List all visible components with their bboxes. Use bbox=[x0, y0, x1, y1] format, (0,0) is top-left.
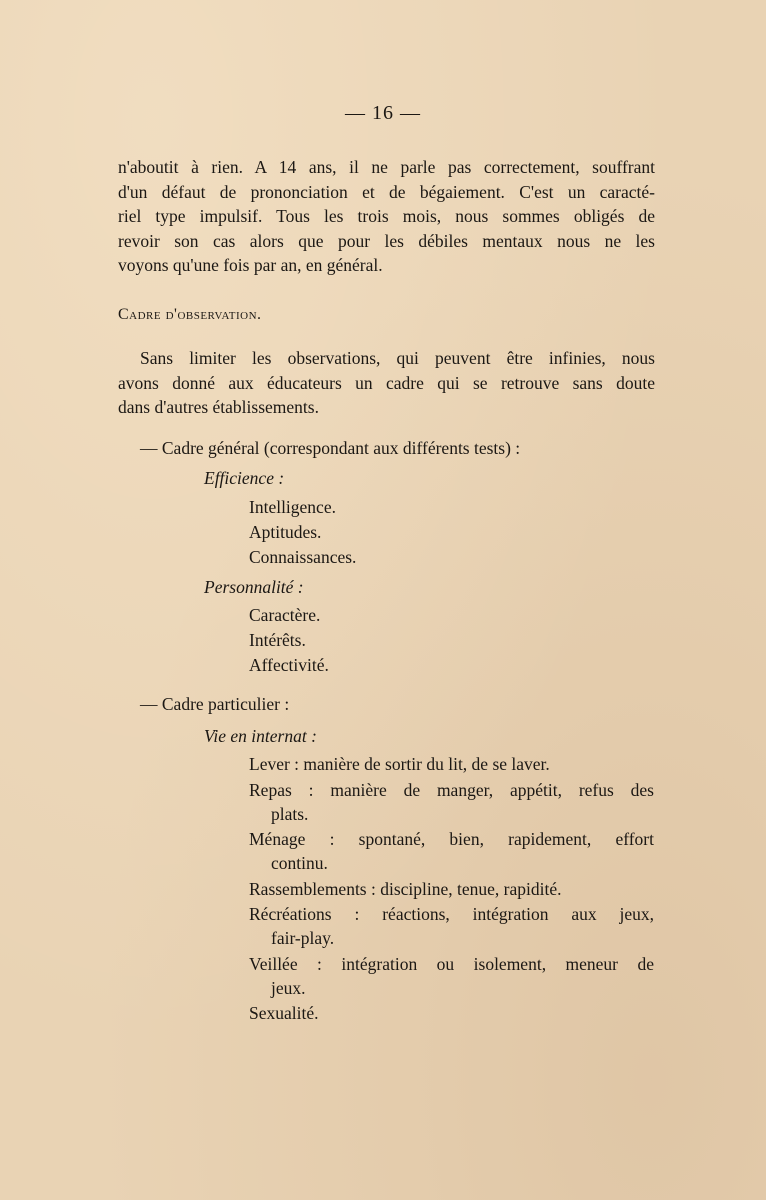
cadre-particulier-label: — Cadre particulier : bbox=[140, 694, 290, 714]
text-line: revoir son cas alors que pour les débiles mentaux nous ne les bbox=[118, 230, 655, 251]
text-line: n'aboutit à rien. A 14 ans, il ne parle pas correctement, souffrant bbox=[118, 157, 655, 177]
text-line: Sans limiter les observations, qui peuvent être infinies, nous bbox=[140, 348, 655, 368]
list-item: Intérêts. bbox=[249, 630, 306, 650]
cadre-general-label: — Cadre général (correspondant aux différents tests) : bbox=[140, 438, 521, 458]
efficience-title: Efficience : bbox=[204, 468, 285, 488]
text-line: voyons qu'une fois par an, en général. bbox=[118, 255, 383, 275]
paragraph-1 bbox=[118, 155, 655, 278]
paragraph-2 bbox=[118, 346, 655, 420]
vie-internat-title: Vie en internat : bbox=[204, 726, 317, 746]
text-line: continu. bbox=[271, 853, 328, 873]
list-item bbox=[249, 827, 654, 875]
text-line: riel type impulsif. Tous les trois mois, nous sommes obligés de bbox=[118, 206, 655, 226]
text-line: Veillée : intégration ou isolement, meneur de bbox=[249, 954, 654, 974]
text-line: plats. bbox=[271, 804, 309, 824]
personnalite-title: Personnalité : bbox=[204, 577, 304, 597]
text-line: Repas : manière de manger, appétit, refus des bbox=[249, 780, 654, 800]
list-item: Affectivité. bbox=[249, 655, 329, 675]
list-item: Caractère. bbox=[249, 605, 321, 625]
text-line: fair-play. bbox=[271, 928, 335, 948]
text-line: Ménage : spontané, bien, rapidement, effort bbox=[249, 829, 654, 849]
text-line: avons donné aux éducateurs un cadre qui se retrouve sans doute bbox=[118, 372, 655, 393]
text-line: d'un défaut de prononciation et de bégaiement. C'est un caracté- bbox=[118, 181, 655, 202]
list-item bbox=[249, 902, 654, 950]
text-line: Récréations : réactions, intégration aux jeux, bbox=[249, 904, 654, 924]
section-heading: Cadre d'observation. bbox=[118, 306, 262, 323]
page-number: — 16 — bbox=[345, 102, 421, 124]
list-item: Intelligence. bbox=[249, 497, 336, 517]
list-item: Lever : manière de sortir du lit, de se laver. bbox=[249, 754, 550, 774]
list-item: Aptitudes. bbox=[249, 522, 322, 542]
text-line: dans d'autres établissements. bbox=[118, 397, 319, 417]
text-line: jeux. bbox=[271, 978, 306, 998]
list-item: Sexualité. bbox=[249, 1003, 319, 1023]
list-item: Rassemblements : discipline, tenue, rapidité. bbox=[249, 879, 562, 899]
list-item: Connaissances. bbox=[249, 547, 357, 567]
list-item bbox=[249, 778, 654, 826]
list-item bbox=[249, 952, 654, 1000]
